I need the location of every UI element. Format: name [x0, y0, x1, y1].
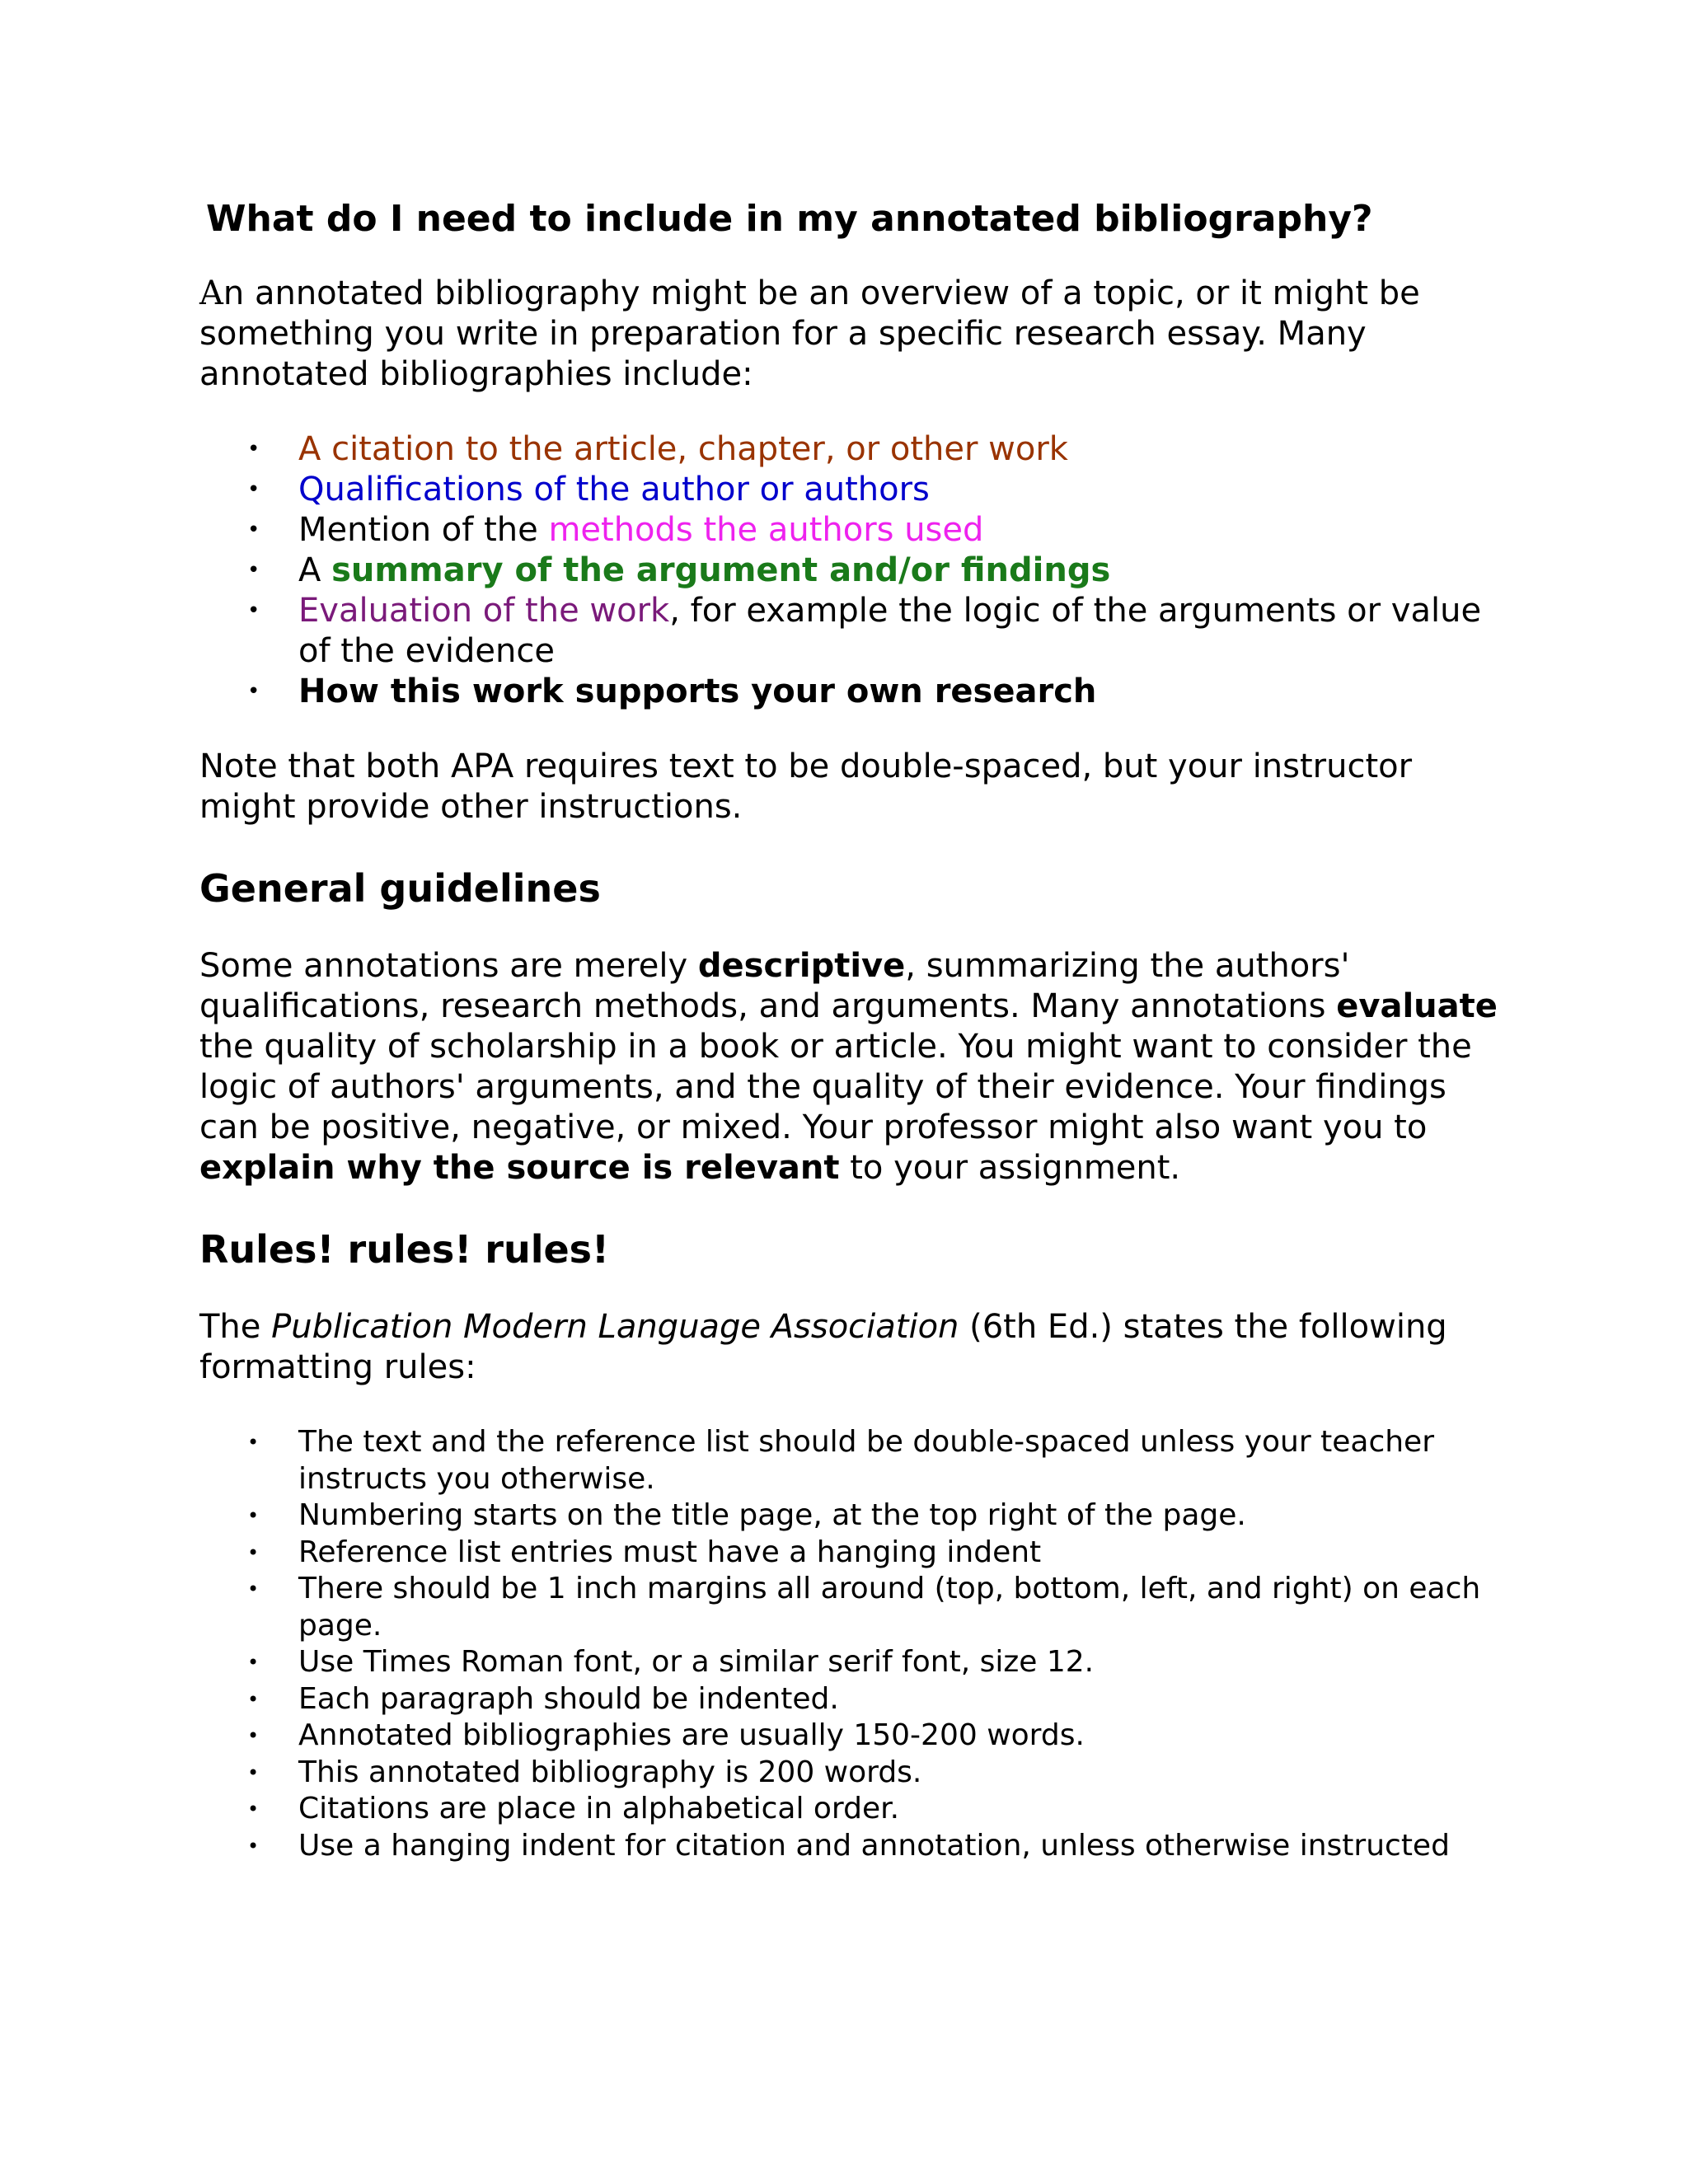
rule-text: This annotated bibliography is 200 words. [298, 1755, 922, 1789]
intro-first-letter: A [199, 274, 223, 312]
rule-text: Each paragraph should be indented. [298, 1681, 839, 1716]
bullet: • [247, 1651, 260, 1674]
item-supports-research: How this work supports your own research [298, 673, 1097, 710]
item-qualifications: Qualifications of the author or authors [298, 471, 930, 509]
rules-intro-suffix: (6th Ed.) states the following formatting rules: [199, 1308, 1447, 1386]
bullet: • [247, 1540, 260, 1564]
list-item [199, 470, 1502, 510]
list-item [199, 1755, 1502, 1792]
list-item [199, 1718, 1502, 1755]
item-summary-prefix: A [298, 551, 332, 589]
rule-text: Use a hanging indent for citation and annotation, unless otherwise instructed [298, 1828, 1450, 1863]
page-title: What do I need to include in my annotated bibliography? [206, 198, 1373, 240]
rules-heading: Rules! rules! rules! [199, 1227, 610, 1272]
bullet: • [247, 1687, 260, 1711]
bullet: • [247, 1760, 260, 1784]
intro-text: n annotated bibliography might be an overview of a topic, or it might be something you write in preparation for a specific research essay. Many annotated bibliographies include: [199, 274, 1420, 393]
item-evaluation-suffix: , for example the logic of the arguments or value of the evidence [298, 592, 1482, 670]
item-citation: A citation to the article, chapter, or other work [298, 430, 1068, 468]
rule-text: Numbering starts on the title page, at the top right of the page. [298, 1498, 1246, 1532]
rule-text: Use Times Roman font, or a similar serif font, size 12. [298, 1645, 1095, 1679]
rule-text: The text and the reference list should be double-spaced unless your teacher instructs you otherwise. [298, 1425, 1435, 1496]
general-text-2: , summarizing the authors' qualifications, research methods, and arguments. Many annotations [199, 947, 1350, 1025]
bullet: • [247, 598, 260, 623]
bullet: • [247, 558, 260, 583]
rule-text: Citations are place in alphabetical order. [298, 1792, 900, 1825]
general-paragraph [199, 946, 1502, 1188]
include-list [199, 429, 1502, 712]
list-item [199, 591, 1502, 672]
general-bold-descriptive: descriptive [697, 947, 906, 985]
bullet: • [247, 477, 260, 502]
intro-paragraph [199, 274, 1502, 395]
bullet: • [247, 1797, 260, 1821]
bullet: • [247, 679, 260, 704]
rules-intro-prefix: The [199, 1308, 272, 1346]
list-item [199, 429, 1502, 470]
bullet: • [247, 1431, 260, 1454]
rule-text: Reference list entries must have a hanging indent [298, 1535, 1042, 1569]
rule-text: Annotated bibliographies are usually 150-200 words. [298, 1718, 1085, 1752]
general-text-4: to your assignment. [839, 1149, 1181, 1187]
list-item [199, 672, 1502, 712]
list-item [199, 510, 1502, 551]
item-summary: summary of the argument and/or findings [331, 551, 1111, 589]
bullet: • [247, 1504, 260, 1527]
rules-intro [199, 1307, 1502, 1388]
item-methods-prefix: Mention of the [298, 511, 549, 549]
list-item [199, 1535, 1502, 1572]
general-guidelines-heading: General guidelines [199, 866, 601, 911]
general-bold-explain: explain why the source is relevant [199, 1149, 840, 1187]
list-item [199, 1681, 1502, 1718]
bullet: • [247, 437, 260, 462]
bullet: • [247, 1577, 260, 1601]
list-item [199, 551, 1502, 591]
bullet: • [247, 518, 260, 542]
rules-list [199, 1424, 1502, 1864]
document-content [199, 196, 1502, 1864]
list-item [199, 1791, 1502, 1828]
bullet: • [247, 1724, 260, 1747]
list-item [199, 1828, 1502, 1865]
list-item [199, 1571, 1502, 1644]
rules-intro-publication: Publication Modern Language Association [271, 1308, 959, 1346]
item-methods: methods the authors used [548, 511, 984, 549]
list-item [199, 1497, 1502, 1535]
general-text-3: the quality of scholarship in a book or article. You might want to consider the logic of authors' arguments, and the quality of their evidence. Your findings can be positive, negative, or mixed. Your professor might also want you to [199, 1028, 1472, 1146]
general-bold-evaluate: evaluate [1336, 987, 1498, 1025]
note-paragraph: Note that both APA requires text to be double-spaced, but your instructor might provide other instructions. [199, 748, 1413, 826]
list-item [199, 1424, 1502, 1497]
rule-text: There should be 1 inch margins all around (top, bottom, left, and right) on each page. [298, 1572, 1481, 1643]
list-item [199, 1644, 1502, 1681]
item-evaluation: Evaluation of the work [298, 592, 670, 630]
bullet: • [247, 1834, 260, 1858]
general-text-1: Some annotations are merely [199, 947, 698, 985]
